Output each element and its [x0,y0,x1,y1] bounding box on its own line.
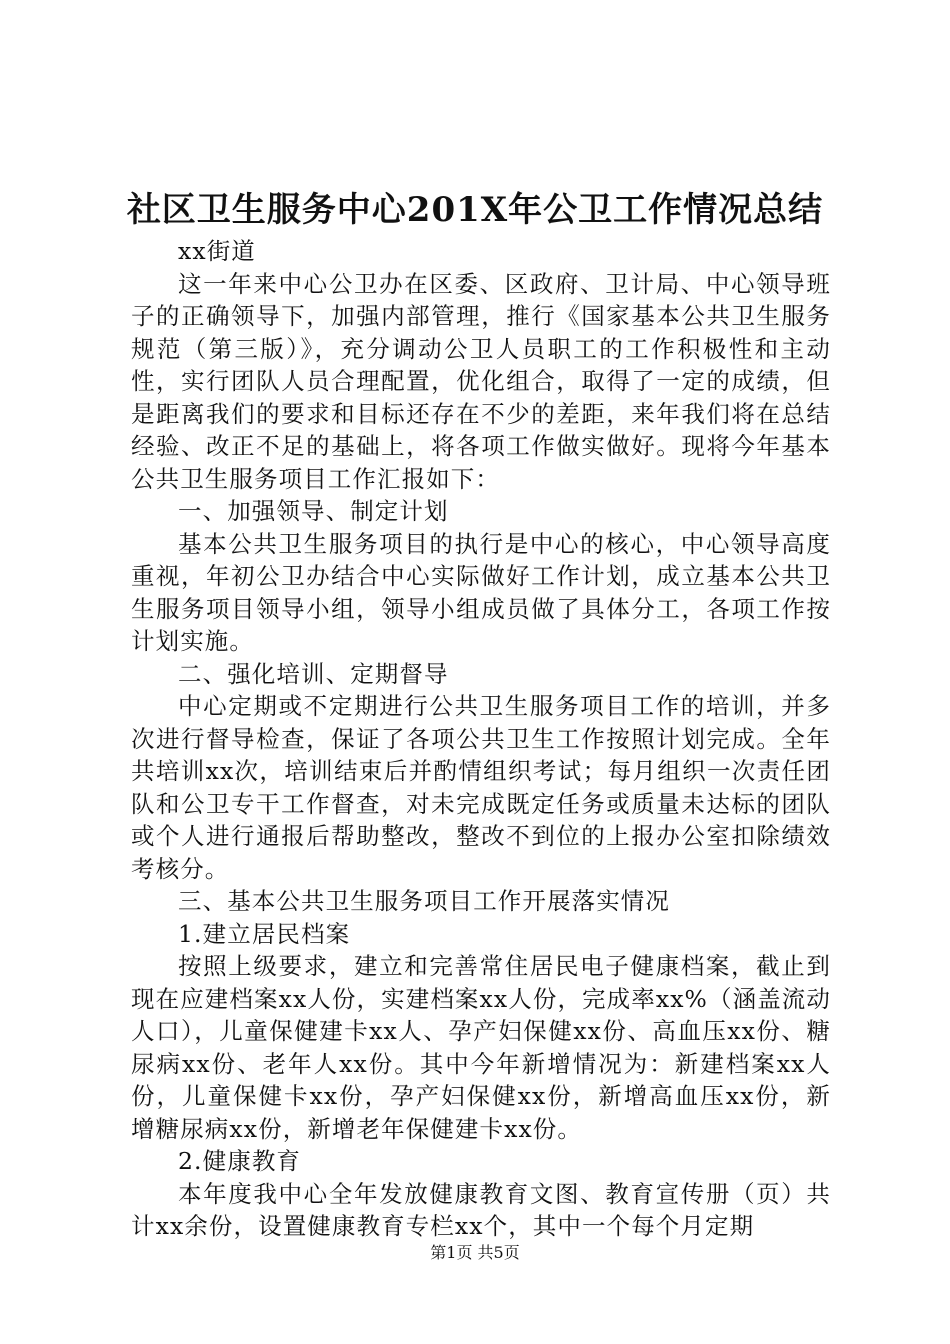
intro-paragraph: 这一年来中心公卫办在区委、区政府、卫计局、中心领导班子的正确领导下，加强内部管理，推行《国家基本公共卫生服务规范（第三版）》，充分调动公卫人员职工的工作积极性和主动性，实行团队人员合理配置，优化组合，取得了一定的成绩，但是距离我们的要求和目标还存在不少的差距，来年我们将在总结经验、改正不足的基础上，将各项工作做实做好。现将今年基本公共卫生服务项目工作汇报如下： [131,269,831,493]
page-title: 社区卫生服务中心201X年公卫工作情况总结 [126,190,824,230]
section-paragraph-2: 中心定期或不定期进行公共卫生服务项目工作的培训，并多次进行督导检查，保证了各项公共卫生工作按照计划完成。全年共培训xx次，培训结束后并酌情组织考试；每月组织一次责任团队和公卫专干工作督查，对未完成既定任务或质量未达标的团队或个人进行通报后帮助整改，整改不到位的上报办公室扣除绩效考核分。 [131,692,831,883]
subsection-heading-2: 2.健康教育 [178,1147,302,1175]
section-heading-1: 一、加强领导、制定计划 [178,497,449,525]
subsection-heading-1: 1.建立居民档案 [178,919,351,948]
district-line: xx街道 [178,237,256,265]
section-heading-3: 三、基本公共卫生服务项目工作开展落实情况 [178,887,670,915]
subsection-paragraph-2: 本年度我中心全年发放健康教育文图、教育宣传册（页）共计xx余份，设置健康教育专栏xx个，其中一个每个月定期 [131,1179,831,1240]
subsection-paragraph-1: 按照上级要求，建立和完善常住居民电子健康档案，截止到现在应建档案xx人份，实建档案xx人份，完成率xx%（涵盖流动人口），儿童保健建卡xx人、孕产妇保健xx份、高血压xx份、糖尿病xx份、老年人xx份。其中今年新增情况为：新建档案xx人份，儿童保健卡xx份，孕产妇保健xx份，新增高血压xx份，新增糖尿病xx份，新增老年保健建卡xx份。 [131,952,831,1143]
page-number: 第1页 共5页 [430,1243,520,1262]
section-paragraph-1: 基本公共卫生服务项目的执行是中心的核心，中心领导高度重视，年初公卫办结合中心实际做好工作计划，成立基本公共卫生服务项目领导小组，领导小组成员做了具体分工，各项工作按计划实施。 [131,529,831,655]
section-heading-2: 二、强化培训、定期督导 [178,659,449,688]
document-body [131,235,831,1243]
